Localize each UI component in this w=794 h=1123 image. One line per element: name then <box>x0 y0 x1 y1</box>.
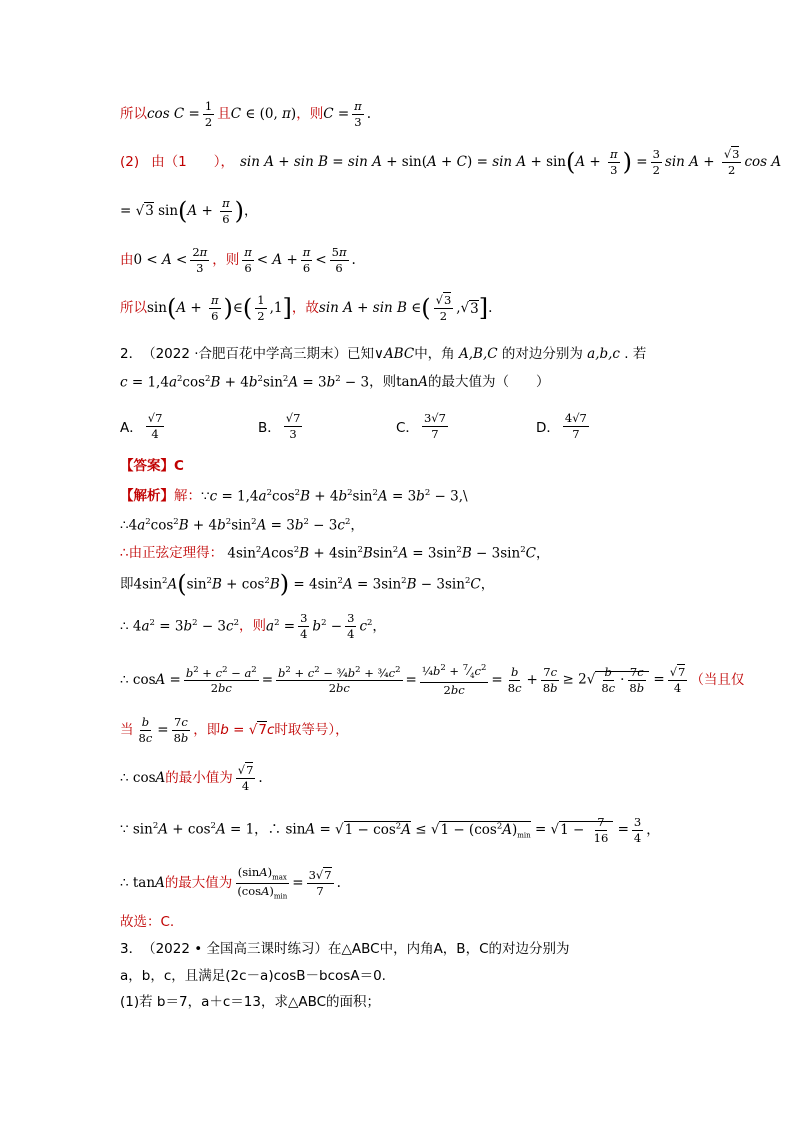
problem-text: 中，角 <box>414 346 455 362</box>
option-a[interactable] <box>120 412 167 440</box>
analysis-start: 解： <box>174 488 201 505</box>
part-label: (2) <box>120 154 140 171</box>
option-label: B． <box>258 420 281 437</box>
problem-3-line-2 <box>120 968 386 984</box>
problem-source: （2022 ·合肥百花中学高三期末） <box>142 346 348 362</box>
option-c[interactable] <box>396 412 451 440</box>
analysis-tag: 【解析】 <box>120 488 174 505</box>
analysis-line-3: ∴由正弦定理得： $4\sin^2Acos^2B + 4\sin^2Bsin^2A = 3\sin^2B - 3\sin^2C$， <box>120 545 550 562</box>
problem-text: 的对边分别为 <box>501 346 583 362</box>
analysis-line-2: $\therefore 4a^2\cos^2B + 4b^2\sin^2A = 3b^2 - 3c^2$， <box>120 517 364 534</box>
problem-3-line-1 <box>120 941 570 957</box>
option-label: C． <box>396 420 419 437</box>
solution-line-3: = √3 sin ( A + $\frac{\pi}{6}$ ) ， <box>120 196 258 226</box>
analysis-line-7: 当 $\frac{b}{8c}$ = $\frac{7c}{8b}$ ，即 b = √7c 时取等号）， <box>120 715 349 745</box>
fraction: $\frac{1}{2}$ <box>204 99 213 129</box>
text-then: ，则 <box>212 252 240 269</box>
option-label: D． <box>536 420 560 437</box>
problem-number: 2． <box>120 346 143 362</box>
problem-2-line-2: $c = 1,4a^2\cos^2B + 4b^2\sin^2A = 3b^2 - 3$ ，则 tanA 的最大值为（ ） <box>120 374 550 391</box>
problem-3-line-3 <box>120 994 380 1010</box>
problem-text: 已知 <box>347 346 375 362</box>
max-value-text: 的最大值为 <box>164 875 233 892</box>
min-value-text: 的最小值为 <box>165 770 233 787</box>
option-b[interactable] <box>258 412 305 440</box>
option-den: 7 <box>431 426 439 441</box>
problem-text: . 若 <box>624 346 647 362</box>
solution-line-5: 所以 sin ( A + $\frac{\pi}{6}$ ) ∈ ( $\frac{1}{2}$ ,1 ] ，故 sin A + sin B ∈ ( $\frac{√3}{2}$ ,√ 3 ] . <box>120 293 493 323</box>
sine-rule-text: ∴由正弦定理得： <box>120 545 224 562</box>
text-from: 由 <box>120 252 134 269</box>
analysis-line-5: ∴ $4a^2 = 3b^2 - 3c^2$ ，则 $a^2$ = $\frac{3}{4}$ $b^2$ − $\frac{3}{4}$ $c^2$， <box>120 611 386 641</box>
analysis-line-6: ∴ cosA = $\frac{b^2 + c^2 - a^2}{2bc}$ = $\frac{b^2 + c^2 - \frac{3}{4}b^2 + \frac{3}{4}c^2}{2bc}$ = $\frac{\frac{1}{4}b^2 + ^7⁄_4c^2}{2bc}$ = $\frac{b}{8c}$ + $\frac{7c}{8b}$ ≥ 2√ $\frac{b}{8c}$ · $\frac{7c}{8b}$ = $\frac{√7}{4}$ （当且仅 <box>120 663 745 697</box>
option-den: 7 <box>572 426 580 441</box>
problem-text: a，b，c，且满足(2c－a)cosB－bcosA＝0. <box>120 968 386 984</box>
therefore-text: 即 <box>120 575 134 592</box>
solution-line-4: 由 0 < A < $\frac{2\pi}{3}$ ，则 $\frac{\pi}{6}$ < A + $\frac{\pi}{6}$ < $\frac{5\pi}{6}$ . <box>120 245 356 275</box>
text-prefix: 所以 <box>120 300 147 317</box>
choose-line <box>120 914 174 930</box>
text-prefix: 所以 <box>120 106 147 123</box>
option-num: √7 <box>285 411 301 425</box>
period: . <box>366 106 372 123</box>
text-from: 由（1 ）， <box>151 154 234 171</box>
analysis-line-9: ∵ $\sin^2A + \cos^2A = 1$，∴ $\sin A = √1 - \cos^2A \le √1 - (\cos^2A)_{min} = √1$ − $\frac{7}{16}$ = $\frac{3}{4}$ ， <box>120 815 660 845</box>
analysis-line-4: 即 $4\sin^2A$ ( $\sin^2B + \cos^2B$ ) = $4\sin^2A = 3\sin^2B - 3\sin^2C$， <box>120 570 495 598</box>
problem-text: 的最大值为（ ） <box>428 374 550 391</box>
option-d[interactable] <box>536 412 592 440</box>
problem-text: 在△ABC中，内角A，B，C的对边分别为 <box>328 941 570 957</box>
problem-text: ，则 <box>369 374 397 391</box>
equality-cond: （当且仅 <box>690 672 745 689</box>
option-num: √7 <box>147 411 163 425</box>
analysis-line-1: 【解析】 解： ∵c = $1,4a^2\cos^2B + 4b^2\sin^2A = 3b^2$ − 3,\ <box>120 488 468 505</box>
then-text: ，则 <box>239 618 266 635</box>
equality-cond: 当 <box>120 722 134 739</box>
answer-tag: 【答案】C <box>120 458 184 474</box>
solution-line-2: (2) 由（1 ）， sin A + sin B = sin A + sin(A + C) = sin A + sin ( A + $\frac{\pi}{3}$ ) = $\frac{3}{2}$ sin A + $\frac{√3}{2}$ cos A <box>120 147 782 177</box>
choose-text: 故选：C. <box>120 914 175 930</box>
option-num: 4√7 <box>564 411 587 425</box>
option-num: 3√7 <box>423 411 446 425</box>
analysis-line-10: ∴ tanA 的最大值为 $\frac{(\sin A)_{max}}{(\cos A)_{min}}$ = $\frac{3√7}{7}$ . <box>120 865 341 901</box>
problem-text: (1)若 b＝7，a＋c＝13，求△ABC的面积； <box>120 994 381 1010</box>
option-label: A． <box>120 420 143 437</box>
problem-2-line-1: 2． （2022 ·合肥百花中学高三期末） 已知 ∨ABC 中，角 A,B,C 的对边分别为 a,b,c . 若 <box>120 346 647 362</box>
equality-cond: 时取等号）， <box>274 722 349 739</box>
answer-line <box>120 458 184 474</box>
option-den: 4 <box>151 426 159 441</box>
text-mid: 且 <box>217 106 231 123</box>
problem-number: 3． <box>120 941 143 957</box>
analysis-line-8: ∴ cosA 的最小值为 $\frac{√7}{4}$ . <box>120 763 263 793</box>
text-mid: ，故 <box>291 300 319 317</box>
fraction: $\frac{\pi}{3}$ <box>354 99 362 129</box>
solution-line-1: 所以 cos C = $\frac{1}{2}$ 且 C ∈ (0, π) ，则 C = $\frac{\pi}{3}$ . <box>120 99 372 129</box>
option-den: 3 <box>289 426 297 441</box>
equality-cond: ，即 <box>193 722 221 739</box>
problem-source: （2022 • 全国高三课时练习） <box>142 941 328 957</box>
text-then: ，则 <box>296 106 324 123</box>
